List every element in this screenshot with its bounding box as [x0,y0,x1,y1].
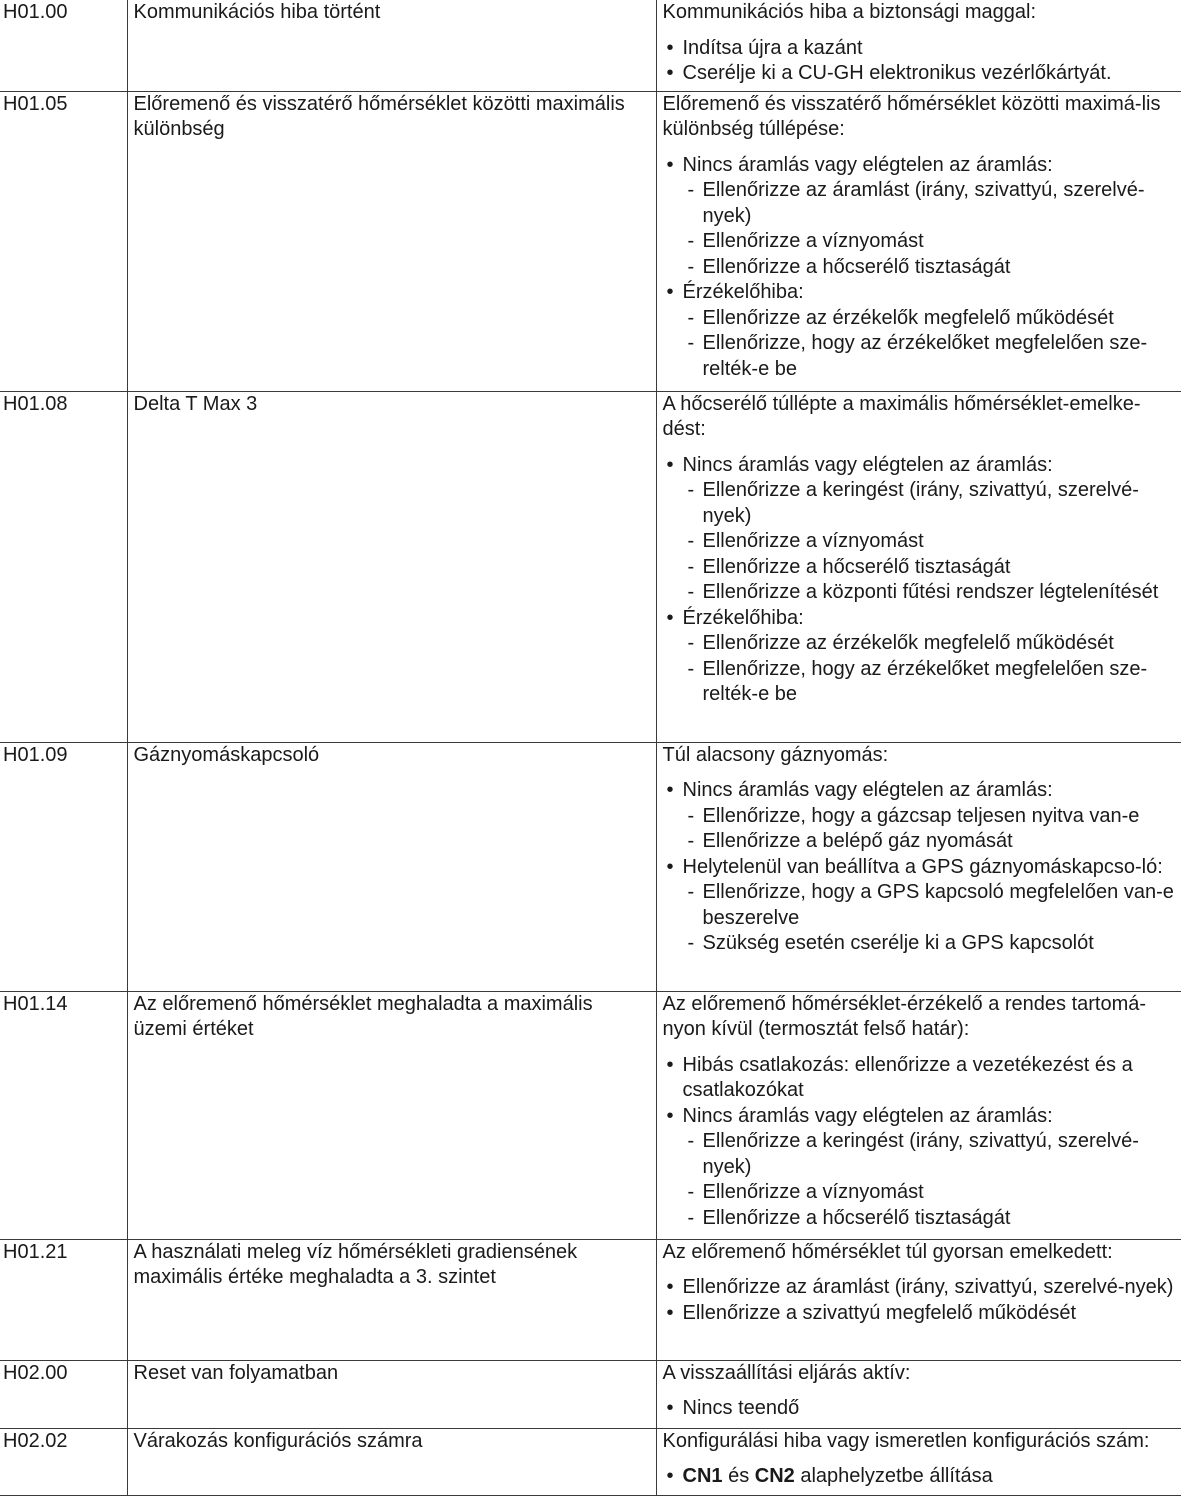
error-description: Delta T Max 3 [127,391,656,742]
remedy-subitem: - Ellenőrizze a víznyomást [663,229,1176,255]
remedy-item [663,1464,1176,1490]
remedy-intro: Az előremenő hőmérséklet túl gyorsan emelkedett: [662,1240,1113,1263]
remedy-subitem: - Ellenőrizze a víznyomást [663,1180,1176,1206]
error-code: H01.05 [0,91,127,391]
remedy-list [663,453,1176,708]
remedy-list [663,153,1176,383]
error-code: H02.00 [0,1360,127,1428]
remedy-item: • Indítsa újra a kazánt [663,36,1176,62]
error-code: H01.00 [0,0,127,91]
remedy-sublist [663,306,1176,383]
remedy-item [663,280,1176,382]
remedy-subitem: - Ellenőrizze a keringést (irány, szivattyú, szerelvé-nyek) [663,478,1176,529]
remedy-intro: Előremenő és visszatérő hőmérséklet közötti maximá-lis különbség túllépése: [662,92,1161,140]
remedy-subitem: - Ellenőrizze, hogy az érzékelőket megfelelően sze-relték-e be [663,331,1176,382]
remedy-item-text: Nincs áramlás vagy elégtelen az áramlás: [682,453,1053,476]
remedy-subitem: - Ellenőrizze a hőcserélő tisztaságát [663,255,1176,281]
remedy-subitem: - Ellenőrizze az érzékelők megfelelő működését [663,306,1176,332]
remedy-intro: Konfigurálási hiba vagy ismeretlen konfigurációs szám: [662,1429,1150,1452]
error-description: Reset van folyamatban [127,1360,656,1428]
remedy-item-text: Érzékelőhiba: [682,281,804,303]
remedy-sublist [663,478,1176,606]
remedy-subitem: - Ellenőrizze, hogy a gázcsap teljesen nyitva van-e [663,804,1176,830]
remedy-intro: Az előremenő hőmérséklet-érzékelő a rendes tartomá-nyon kívül (termosztát felső határ): [662,992,1147,1040]
remedy-intro: A hőcserélő túllépte a maximális hőmérséklet-emelke-dést: [662,392,1141,440]
remedy-sublist [663,880,1176,957]
error-remedy [656,0,1181,91]
remedy-item-text: Nincs áramlás vagy elégtelen az áramlás: [682,779,1053,801]
error-remedy [656,91,1181,391]
remedy-subitem: - Ellenőrizze az érzékelők megfelelő működését [663,631,1176,657]
remedy-item: • Nincs teendő [663,1396,1176,1422]
remedy-item [663,1104,1176,1232]
remedy-item: • Ellenőrizze az áramlást (irány, szivattyú, szerelvé-nyek) [663,1275,1176,1301]
remedy-sublist [663,804,1176,855]
table-row [0,391,1181,742]
table-row [0,1428,1181,1495]
remedy-item-text: Nincs áramlás vagy elégtelen az áramlás: [682,153,1053,176]
remedy-subitem: - Ellenőrizze a víznyomást [663,529,1176,555]
table-row [0,991,1181,1239]
remedy-subitem: - Ellenőrizze a központi fűtési rendszer légtelenítését [663,580,1176,606]
cn2-label: CN2 [754,1465,795,1487]
error-description: Kommunikációs hiba történt [127,0,656,91]
remedy-item [663,453,1176,606]
error-description: A használati meleg víz hőmérsékleti gradiensének maximális értéke meghaladta a 3. szintet [127,1239,656,1360]
remedy-list [663,778,1176,957]
table-row [0,1239,1181,1360]
error-description: Gáznyomáskapcsoló [127,742,656,991]
remedy-list [663,1275,1176,1326]
remedy-subitem: - Ellenőrizze a hőcserélő tisztaságát [663,1206,1176,1232]
table-row [0,742,1181,991]
remedy-subitem: - Szükség esetén cserélje ki a GPS kapcsolót [663,931,1176,957]
remedy-item: • Cserélje ki a CU-GH elektronikus vezérlőkártyát. [663,61,1176,87]
remedy-intro: Kommunikációs hiba a biztonsági maggal: [662,1,1037,23]
remedy-item [663,778,1176,855]
remedy-subitem: - Ellenőrizze, hogy a GPS kapcsoló megfelelően van-e beszerelve [663,880,1176,931]
table-row [0,91,1181,391]
remedy-list [663,1464,1176,1490]
remedy-intro: A visszaállítási eljárás aktív: [662,1361,911,1384]
remedy-item-text: alaphelyzetbe állítása [794,1465,993,1487]
error-description: Az előremenő hőmérséklet meghaladta a maximális üzemi értéket [127,991,656,1239]
error-code: H01.21 [0,1239,127,1360]
remedy-item [663,153,1176,281]
remedy-list [663,1053,1176,1232]
table-row [0,0,1181,91]
remedy-list [663,36,1176,87]
remedy-subitem: - Ellenőrizze az áramlást (irány, szivattyú, szerelvé-nyek) [663,178,1176,229]
remedy-subitem: - Ellenőrizze a hőcserélő tisztaságát [663,555,1176,581]
error-code: H01.09 [0,742,127,991]
error-remedy [656,1239,1181,1360]
remedy-item: • Ellenőrizze a szivattyú megfelelő működését [663,1301,1176,1327]
remedy-intro: Túl alacsony gáznyomás: [662,743,889,766]
cn1-label: CN1 [682,1465,723,1487]
remedy-item: • Hibás csatlakozás: ellenőrizze a vezetékezést és a csatlakozókat [663,1053,1176,1104]
error-code: H01.14 [0,991,127,1239]
error-remedy [656,1360,1181,1428]
remedy-item-text: Helytelenül van beállítva a GPS gáznyomáskapcso-ló: [682,855,1163,878]
table-row [0,1360,1181,1428]
remedy-sublist [663,1129,1176,1231]
remedy-subitem: - Ellenőrizze a belépő gáz nyomását [663,829,1176,855]
remedy-item-text: Érzékelőhiba: [682,606,804,629]
error-code: H02.02 [0,1428,127,1495]
error-description: Előremenő és visszatérő hőmérséklet közötti maximális különbség [127,91,656,391]
remedy-sublist [663,631,1176,708]
remedy-sublist [663,178,1176,280]
error-remedy [656,991,1181,1239]
error-remedy [656,1428,1181,1495]
remedy-subitem: - Ellenőrizze a keringést (irány, szivattyú, szerelvé-nyek) [663,1129,1176,1180]
error-remedy [656,742,1181,991]
remedy-subitem: - Ellenőrizze, hogy az érzékelőket megfelelően sze-relték-e be [663,657,1176,708]
error-description: Várakozás konfigurációs számra [127,1428,656,1495]
conjunction-text: és [722,1465,755,1487]
remedy-item-text: Nincs áramlás vagy elégtelen az áramlás: [682,1104,1053,1127]
remedy-list [663,1396,1176,1422]
remedy-item [663,606,1176,708]
remedy-item [663,855,1176,957]
error-code: H01.08 [0,391,127,742]
error-remedy [656,391,1181,742]
